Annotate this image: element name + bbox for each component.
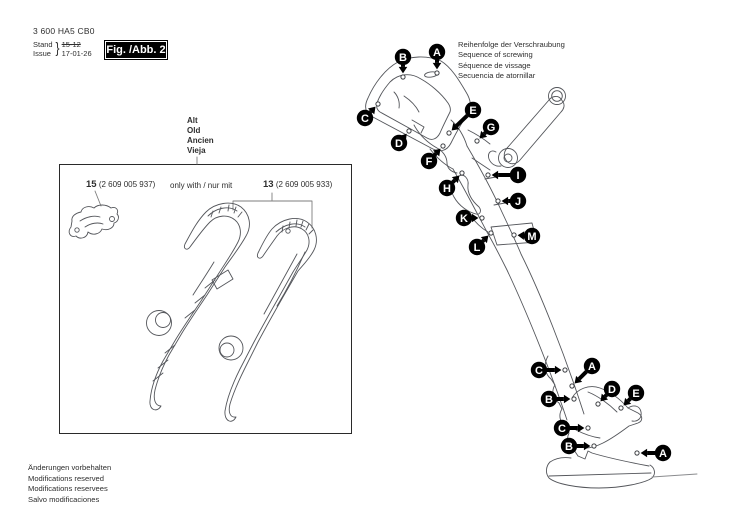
screw-hole — [435, 71, 439, 75]
screw-hole — [475, 139, 479, 143]
sequence-arrowhead — [564, 395, 571, 404]
sequence-arrowhead — [433, 63, 442, 70]
screw-hole — [596, 402, 600, 406]
sequence-badge-letter: B — [399, 51, 407, 64]
sequence-badge-letter: C — [535, 364, 543, 377]
screw-hole — [635, 451, 639, 455]
sequence-arrow — [579, 372, 586, 379]
screw-hole — [460, 171, 464, 175]
sequence-arrowhead — [578, 424, 585, 433]
sequence-badge-letter: M — [527, 230, 537, 243]
sequence-badge-letter: H — [443, 182, 451, 195]
sequence-arrowhead — [502, 197, 509, 206]
part13-code: (2 609 005 933) — [275, 180, 333, 189]
sequence-arrow — [484, 133, 485, 134]
part15-code: (2 609 005 937) — [98, 180, 156, 189]
sequence-arrowhead — [555, 366, 562, 375]
screw-hole — [407, 129, 411, 133]
sequence-arrowhead — [584, 442, 591, 451]
sequence-badge-letter: C — [558, 422, 566, 435]
part13-number: 13 — [263, 179, 274, 190]
sequence-badge-letter: B — [565, 440, 573, 453]
sequence-badge-letter: J — [514, 195, 522, 208]
stand-label: Stand — [33, 40, 53, 49]
sequence-note-en: Sequence of screwing — [458, 50, 533, 60]
old-label-es: Vieja — [187, 146, 206, 155]
sequence-arrow — [453, 180, 455, 182]
screw-hole — [489, 231, 493, 235]
old-label-fr: Ancien — [187, 136, 214, 145]
sequence-arrow — [434, 153, 436, 155]
modifications-note-de: Änderungen vorbehalten — [28, 463, 112, 472]
brace-glyph: } — [55, 40, 60, 57]
sequence-badge-letter: F — [425, 155, 433, 168]
screw-hole — [586, 426, 590, 430]
screw-hole — [512, 233, 516, 237]
product-code: 3 600 HA5 CB0 — [33, 26, 95, 36]
screw-hole — [496, 199, 500, 203]
sequence-arrowhead — [641, 449, 648, 458]
sequence-badge-letter: E — [469, 104, 477, 117]
sequence-arrowhead — [399, 67, 408, 74]
screw-hole — [619, 406, 623, 410]
sequence-arrowhead — [472, 214, 479, 223]
sequence-badge-letter: D — [608, 383, 616, 396]
sequence-badge-letter: A — [659, 447, 667, 460]
sequence-arrowhead — [492, 171, 499, 180]
only-with-note: only with / nur mit — [170, 181, 233, 190]
sequence-badge-letter: D — [395, 137, 403, 150]
sequence-badge-letter: I — [516, 169, 520, 182]
superseded-date: 15-12 — [61, 40, 81, 49]
sequence-arrow — [483, 240, 484, 241]
sequence-badge-letter: E — [632, 387, 640, 400]
sequence-badge-letter: K — [460, 212, 468, 225]
screw-hole — [570, 384, 574, 388]
sequence-arrow — [605, 395, 607, 397]
sequence-note-fr: Séquence de vissage — [458, 60, 531, 70]
sequence-note-de: Reihenfolge der Verschraubung — [458, 40, 565, 49]
modifications-note-es: Salvo modificaciones — [28, 494, 100, 504]
screw-hole — [486, 173, 490, 177]
sequence-badge-letter: L — [473, 241, 481, 254]
screw-hole — [441, 144, 445, 148]
screw-hole — [447, 131, 451, 135]
sequence-badge-letter: A — [588, 360, 596, 373]
screw-hole — [480, 216, 484, 220]
sequence-badge-letter: G — [486, 121, 496, 134]
part15-number: 15 — [86, 179, 97, 190]
sequence-arrowhead — [518, 231, 525, 240]
modifications-note-fr: Modifications reservees — [28, 484, 108, 494]
sequence-badge-letter: A — [433, 46, 441, 59]
issue-date: 17-01-26 — [61, 49, 92, 58]
screw-hole — [592, 444, 596, 448]
screw-hole — [376, 102, 380, 106]
screw-hole — [572, 397, 576, 401]
old-label-de: Alt — [187, 116, 198, 125]
old-label-en: Old — [187, 126, 201, 135]
sequence-arrow — [628, 399, 630, 401]
screw-hole — [401, 75, 405, 79]
sequence-arrow — [456, 116, 467, 126]
issue-label: Issue — [33, 49, 51, 58]
modifications-note-en: Modifications reserved — [28, 473, 104, 483]
figure-label: Fig. /Abb. 2 — [106, 44, 166, 56]
sequence-badge-letter: C — [361, 112, 369, 125]
screw-hole — [563, 368, 567, 372]
sequence-badge-letter: B — [545, 393, 553, 406]
sequence-note-es: Secuencia de atornillar — [458, 71, 536, 81]
